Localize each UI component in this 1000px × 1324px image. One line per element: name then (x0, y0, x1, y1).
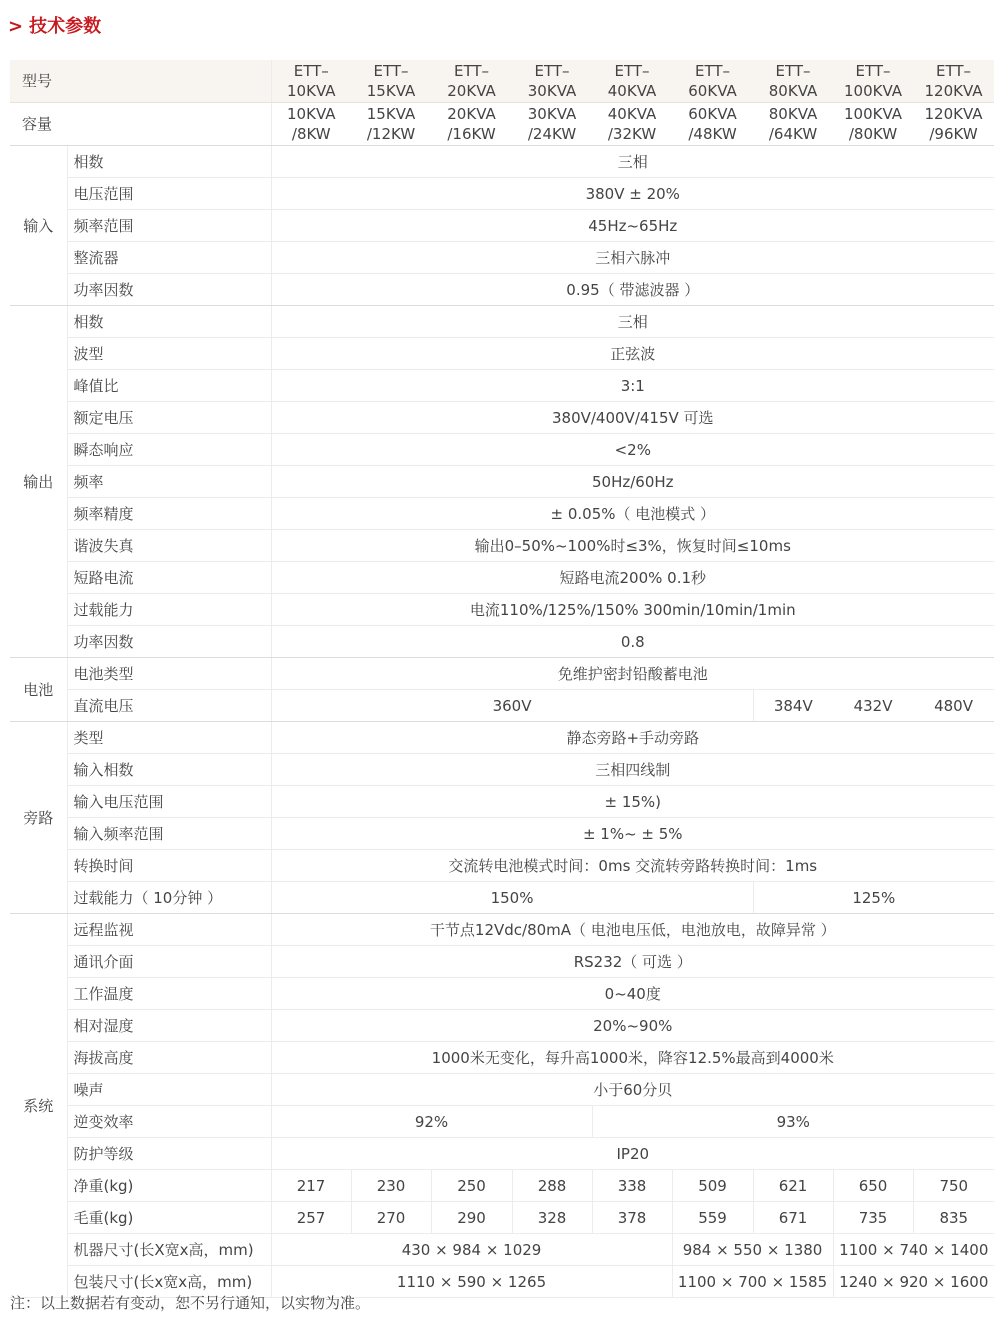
row-value: 384V (753, 690, 833, 722)
table-row (10, 786, 994, 818)
table-row (10, 658, 994, 690)
row-value: 1000米无变化，每升高1000米，降容12.5%最高到4000米 (271, 1042, 994, 1074)
row-label: 短路电流 (67, 562, 271, 594)
row-label: 相数 (67, 146, 271, 178)
row-value: 45Hz~65Hz (271, 210, 994, 242)
row-value: 621 (753, 1170, 833, 1202)
row-value: 92% (271, 1106, 592, 1138)
row-label: 输入相数 (67, 754, 271, 786)
table-row (10, 978, 994, 1010)
row-label: 峰值比 (67, 370, 271, 402)
table-row (10, 690, 994, 722)
row-value: 0~40度 (271, 978, 994, 1010)
model-cell: ETT– 15KVA (351, 60, 431, 103)
model-cell: ETT– 40KVA (592, 60, 672, 103)
table-row (10, 498, 994, 530)
row-value: 3:1 (271, 370, 994, 402)
row-label: 噪声 (67, 1074, 271, 1106)
table-row (10, 818, 994, 850)
table-row (10, 370, 994, 402)
table-row (10, 562, 994, 594)
model-cell: ETT– 20KVA (431, 60, 512, 103)
table-row (10, 626, 994, 658)
row-value: 125% (753, 882, 994, 914)
table-row (10, 178, 994, 210)
capacity-row (10, 103, 994, 146)
row-label: 额定电压 (67, 402, 271, 434)
capacity-cell: 15KVA /12KW (351, 103, 431, 146)
row-label: 过载能力 (67, 594, 271, 626)
row-value: 短路电流200% 0.1秒 (271, 562, 994, 594)
row-label: 波型 (67, 338, 271, 370)
row-value: 432V (833, 690, 913, 722)
table-row (10, 594, 994, 626)
group-label-battery: 电池 (10, 658, 67, 722)
capacity-cell: 60KVA /48KW (672, 103, 753, 146)
table-row (10, 1234, 994, 1266)
row-label: 输入频率范围 (67, 818, 271, 850)
row-value: 250 (431, 1170, 512, 1202)
table-row (10, 402, 994, 434)
row-label: 直流电压 (67, 690, 271, 722)
row-value: 338 (592, 1170, 672, 1202)
row-label: 转换时间 (67, 850, 271, 882)
row-value: 509 (672, 1170, 753, 1202)
row-value: 750 (913, 1170, 994, 1202)
footnote: 注：以上数据若有变动，恕不另行通知，以实物为准。 (10, 1294, 371, 1312)
row-value: 93% (592, 1106, 994, 1138)
table-row (10, 210, 994, 242)
row-label: 输入电压范围 (67, 786, 271, 818)
group-label-system: 系统 (10, 914, 67, 1298)
row-value: 50Hz/60Hz (271, 466, 994, 498)
row-value: 1100 × 740 × 1400 (833, 1234, 994, 1266)
capacity-cell: 100KVA /80KW (833, 103, 913, 146)
capacity-label: 容量 (10, 103, 271, 146)
model-cell: ETT– 10KVA (271, 60, 351, 103)
row-label: 谐波失真 (67, 530, 271, 562)
row-value: 380V/400V/415V 可选 (271, 402, 994, 434)
row-label: 工作温度 (67, 978, 271, 1010)
table-row (10, 306, 994, 338)
row-value: 1240 × 920 × 1600 (833, 1266, 994, 1298)
row-value: 0.8 (271, 626, 994, 658)
row-value: 免维护密封铅酸蓄电池 (271, 658, 994, 690)
table-row (10, 914, 994, 946)
row-value: 288 (512, 1170, 592, 1202)
row-value: 380V ± 20% (271, 178, 994, 210)
row-value: 小于60分贝 (271, 1074, 994, 1106)
row-value: 静态旁路+手动旁路 (271, 722, 994, 754)
row-value: 671 (753, 1202, 833, 1234)
row-value: 输出0–50%~100%时≤3%，恢复时间≤10ms (271, 530, 994, 562)
table-row (10, 1138, 994, 1170)
row-value: ± 0.05%（ 电池模式 ） (271, 498, 994, 530)
group-label-bypass: 旁路 (10, 722, 67, 914)
row-label: 功率因数 (67, 274, 271, 306)
model-cell: ETT– 30KVA (512, 60, 592, 103)
model-cell: ETT– 120KVA (913, 60, 994, 103)
row-label: 频率 (67, 466, 271, 498)
row-value: 150% (271, 882, 753, 914)
table-row (10, 754, 994, 786)
row-label: 电压范围 (67, 178, 271, 210)
row-value: 430 × 984 × 1029 (271, 1234, 672, 1266)
row-value: 257 (271, 1202, 351, 1234)
table-row (10, 530, 994, 562)
table-row (10, 1074, 994, 1106)
row-value: 1100 × 700 × 1585 (672, 1266, 833, 1298)
table-row (10, 722, 994, 754)
row-value: ± 1%~ ± 5% (271, 818, 994, 850)
table-row (10, 434, 994, 466)
row-value: 20%~90% (271, 1010, 994, 1042)
table-row (10, 882, 994, 914)
row-label: 机器尺寸(长X宽x高，mm) (67, 1234, 271, 1266)
row-label: 包装尺寸(长x宽x高，mm) (67, 1266, 271, 1298)
group-label-input: 输入 (10, 146, 67, 306)
row-value: <2% (271, 434, 994, 466)
row-value: 378 (592, 1202, 672, 1234)
row-value: 270 (351, 1202, 431, 1234)
capacity-cell: 10KVA /8KW (271, 103, 351, 146)
row-label: 过载能力（ 10分钟 ） (67, 882, 271, 914)
row-label: 瞬态响应 (67, 434, 271, 466)
group-label-output: 输出 (10, 306, 67, 658)
row-label: 防护等级 (67, 1138, 271, 1170)
table-row (10, 274, 994, 306)
row-label: 通讯介面 (67, 946, 271, 978)
row-value: 0.95（ 带滤波器 ） (271, 274, 994, 306)
row-value: 交流转电池模式时间：0ms 交流转旁路转换时间：1ms (271, 850, 994, 882)
table-row (10, 466, 994, 498)
table-row (10, 1106, 994, 1138)
row-value: 电流110%/125%/150% 300min/10min/1min (271, 594, 994, 626)
row-value: ± 15%) (271, 786, 994, 818)
row-value: 984 × 550 × 1380 (672, 1234, 833, 1266)
row-value: RS232（ 可选 ） (271, 946, 994, 978)
capacity-cell: 120KVA /96KW (913, 103, 994, 146)
row-value: 三相六脉冲 (271, 242, 994, 274)
model-label: 型号 (10, 60, 271, 103)
capacity-cell: 80KVA /64KW (753, 103, 833, 146)
row-label: 毛重(kg) (67, 1202, 271, 1234)
row-label: 整流器 (67, 242, 271, 274)
model-row (10, 60, 994, 103)
section-heading (8, 12, 101, 38)
table-row (10, 1010, 994, 1042)
row-value: 230 (351, 1170, 431, 1202)
row-value: IP20 (271, 1138, 994, 1170)
row-label: 电池类型 (67, 658, 271, 690)
row-label: 频率精度 (67, 498, 271, 530)
row-label: 远程监视 (67, 914, 271, 946)
capacity-cell: 20KVA /16KW (431, 103, 512, 146)
row-label: 相对湿度 (67, 1010, 271, 1042)
row-label: 海拔高度 (67, 1042, 271, 1074)
row-value: 正弦波 (271, 338, 994, 370)
table-row (10, 1202, 994, 1234)
row-label: 逆变效率 (67, 1106, 271, 1138)
row-value: 217 (271, 1170, 351, 1202)
row-value: 559 (672, 1202, 753, 1234)
row-label: 功率因数 (67, 626, 271, 658)
model-cell: ETT– 80KVA (753, 60, 833, 103)
row-value: 480V (913, 690, 994, 722)
spec-table (10, 60, 994, 1298)
row-label: 频率范围 (67, 210, 271, 242)
table-row (10, 242, 994, 274)
table-row (10, 850, 994, 882)
chevron-right-icon: > (8, 16, 24, 37)
table-row (10, 946, 994, 978)
capacity-cell: 40KVA /32KW (592, 103, 672, 146)
section-title: 技术参数 (29, 16, 102, 37)
row-value: 735 (833, 1202, 913, 1234)
row-value: 290 (431, 1202, 512, 1234)
row-value: 835 (913, 1202, 994, 1234)
row-value: 干节点12Vdc/80mA（ 电池电压低，电池放电，故障异常 ） (271, 914, 994, 946)
row-value: 1110 × 590 × 1265 (271, 1266, 672, 1298)
row-value: 三相 (271, 146, 994, 178)
row-label: 净重(kg) (67, 1170, 271, 1202)
row-value: 三相四线制 (271, 754, 994, 786)
table-row (10, 146, 994, 178)
row-value: 三相 (271, 306, 994, 338)
row-value: 328 (512, 1202, 592, 1234)
row-label: 相数 (67, 306, 271, 338)
row-label: 类型 (67, 722, 271, 754)
table-row (10, 338, 994, 370)
capacity-cell: 30KVA /24KW (512, 103, 592, 146)
table-row (10, 1042, 994, 1074)
table-row (10, 1170, 994, 1202)
model-cell: ETT– 60KVA (672, 60, 753, 103)
row-value: 360V (271, 690, 753, 722)
model-cell: ETT– 100KVA (833, 60, 913, 103)
row-value: 650 (833, 1170, 913, 1202)
